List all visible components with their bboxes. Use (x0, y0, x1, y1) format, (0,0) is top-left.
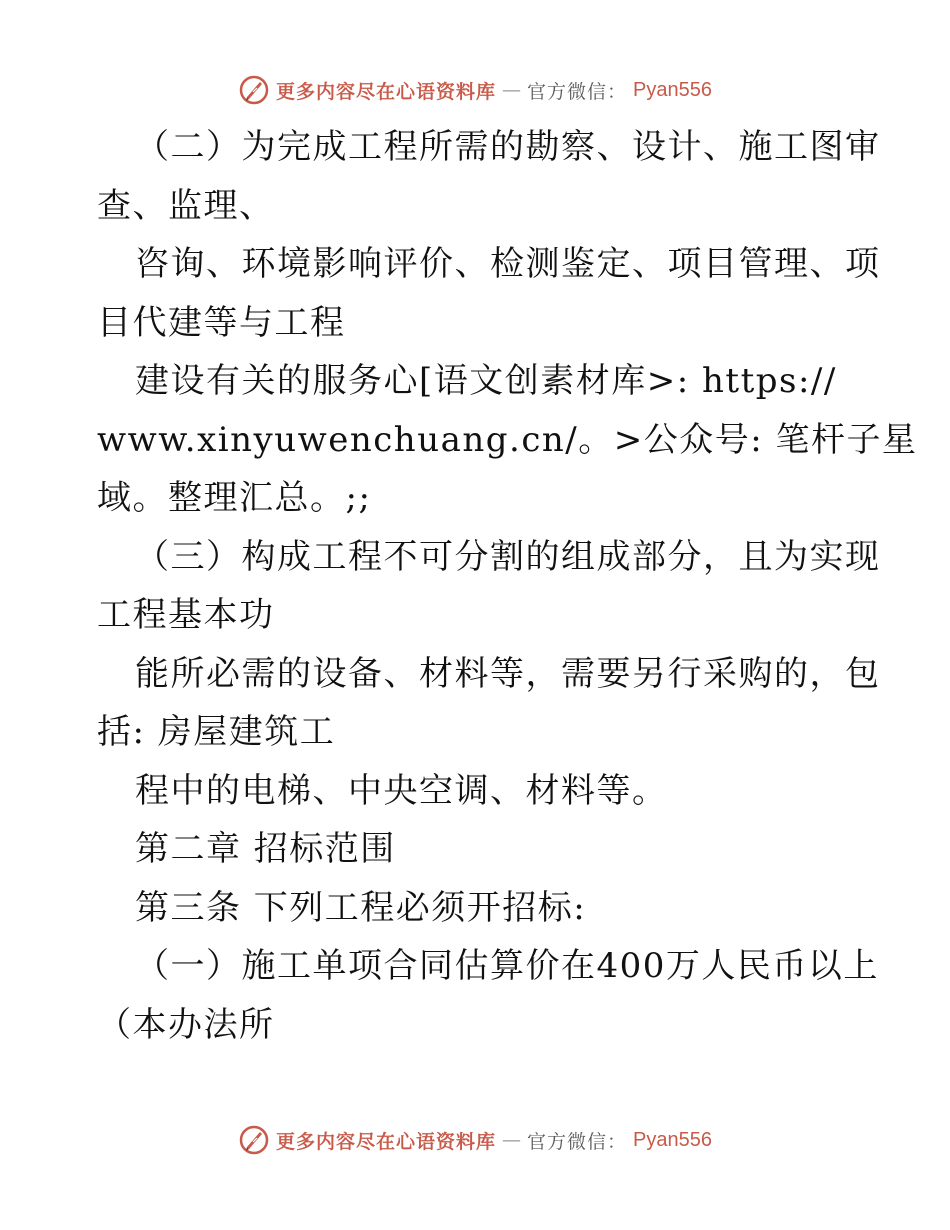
site-name: 更多内容尽在心语资料库 (276, 80, 497, 103)
separator-dash: — (502, 1129, 522, 1151)
feather-pen-logo-icon (238, 1124, 270, 1156)
text-line: （三）构成工程不可分割的组成部分，且为实现 (135, 536, 881, 577)
text-line: 程中的电梯、中央空调、材料等。 (135, 770, 668, 811)
official-wechat-label: 官方微信： (527, 80, 628, 103)
text-line: 建设有关的服务心[语文创素材库>: https:// (135, 361, 837, 401)
text-line: （本办法所 (97, 1004, 275, 1045)
text-line: www.xinyuwenchuang.cn/。>公众号: 笔杆子星 (97, 419, 918, 460)
text-line: 目代建等与工程 (97, 302, 346, 343)
text-line: 咨询、环境影响评价、检测鉴定、项目管理、项 (135, 244, 881, 284)
site-name: 更多内容尽在心语资料库 (276, 1130, 497, 1153)
chapter-heading: 第二章 招标范围 (135, 829, 396, 869)
text-line: （二）为完成工程所需的勘察、设计、施工图审 (135, 127, 881, 167)
document-body (97, 118, 918, 1054)
header-banner (0, 70, 950, 110)
article-heading: 第三条 下列工程必须开招标: (135, 887, 587, 928)
text-line: 括: 房屋建筑工 (97, 712, 336, 752)
wechat-id: Pyan556 (633, 1128, 712, 1151)
text-line: 工程基本功 (97, 595, 275, 635)
footer-banner (0, 1120, 950, 1160)
wechat-id: Pyan556 (633, 78, 712, 101)
text-line: 查、监理、 (97, 185, 275, 226)
separator-dash: — (502, 79, 522, 101)
official-wechat-label: 官方微信： (527, 1130, 628, 1153)
text-line: 域。整理汇总。;; (97, 478, 372, 518)
feather-pen-logo-icon (238, 74, 270, 106)
text-line: 能所必需的设备、材料等，需要另行采购的，包 (135, 653, 881, 694)
text-line: （一）施工单项合同估算价在400万人民币以上 (135, 946, 879, 986)
